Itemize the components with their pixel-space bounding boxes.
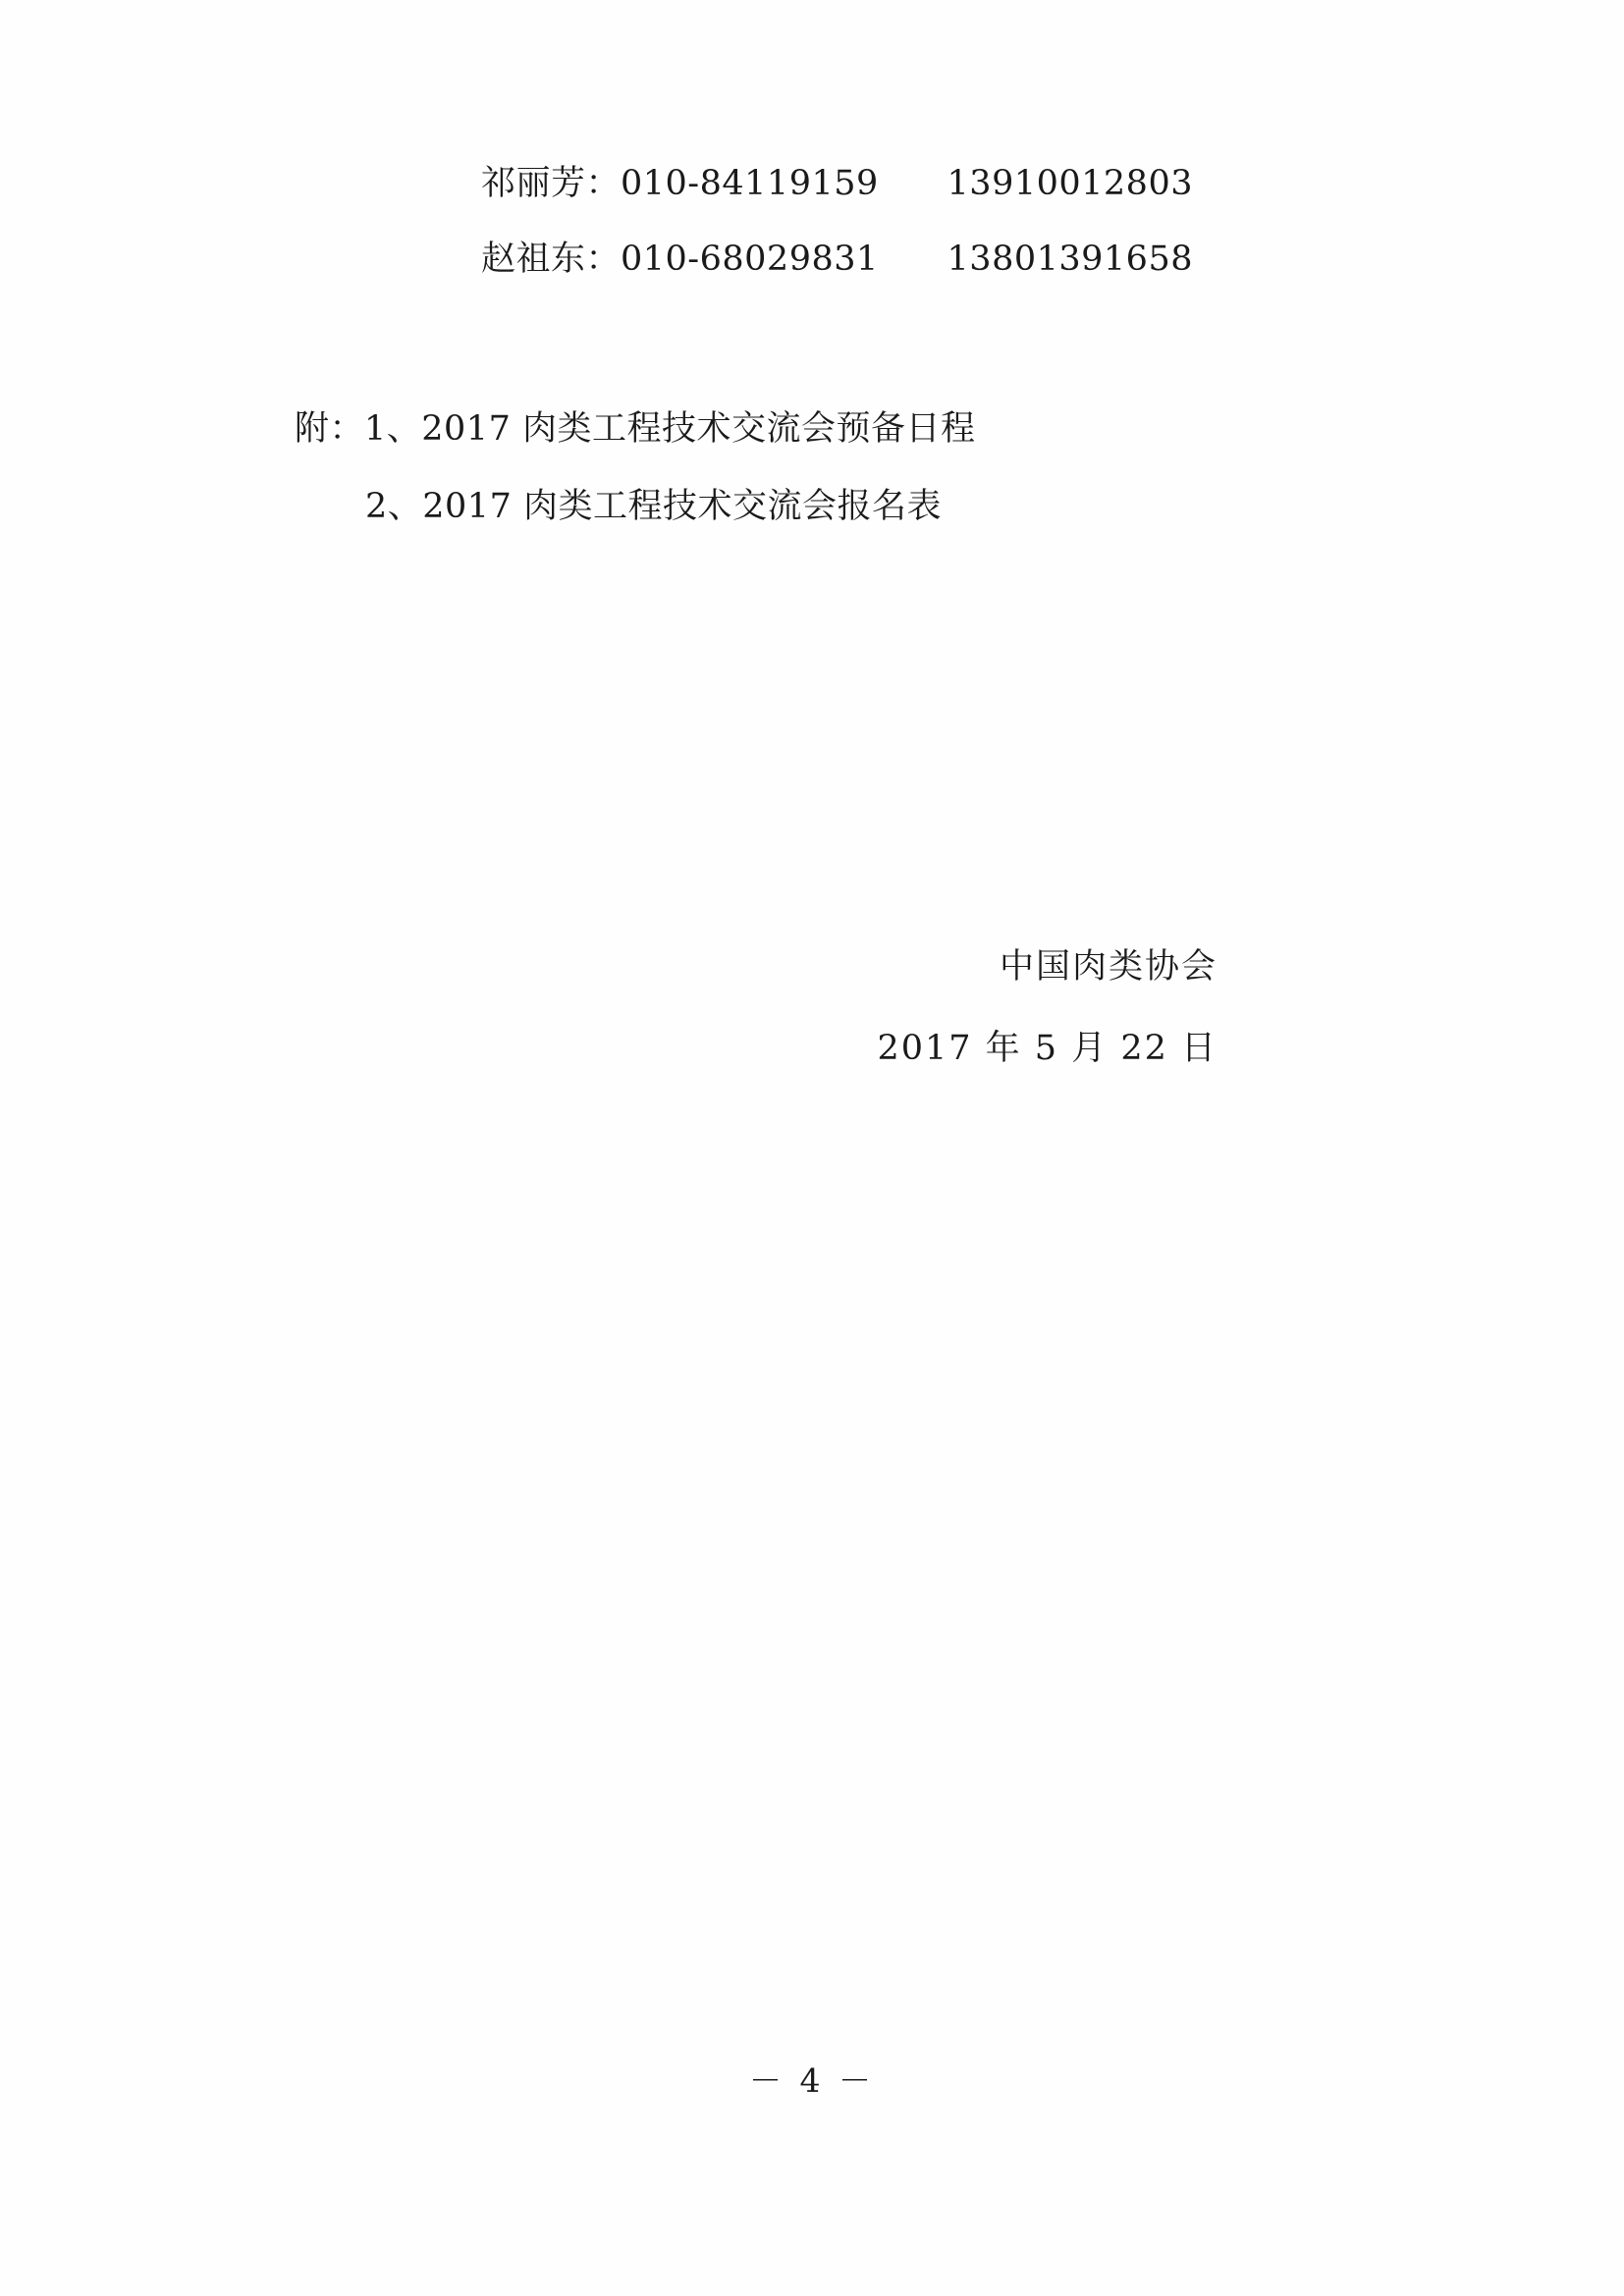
signature-organization: 中国肉类协会	[999, 947, 1218, 987]
page-number: － 4 －	[749, 2061, 875, 2100]
attachment-item-1: 附：1、2017 肉类工程技术交流会预备日程	[295, 409, 976, 449]
document-body	[295, 164, 1345, 1113]
contact-line-1: 祁丽芳：010-84119159 13910012803	[481, 164, 1193, 203]
attachment-list	[295, 409, 1345, 526]
contact-line-2: 赵祖东：010-68029831 13801391658	[481, 240, 1193, 279]
contact-list	[295, 164, 1345, 279]
signature-date: 2017 年 5 月 22 日	[877, 1029, 1218, 1068]
attachment-item-2: 2、2017 肉类工程技术交流会报名表	[365, 487, 942, 526]
section-spacer	[295, 318, 1345, 412]
signature-block	[295, 947, 1345, 1068]
signature-spacer	[295, 567, 1345, 950]
